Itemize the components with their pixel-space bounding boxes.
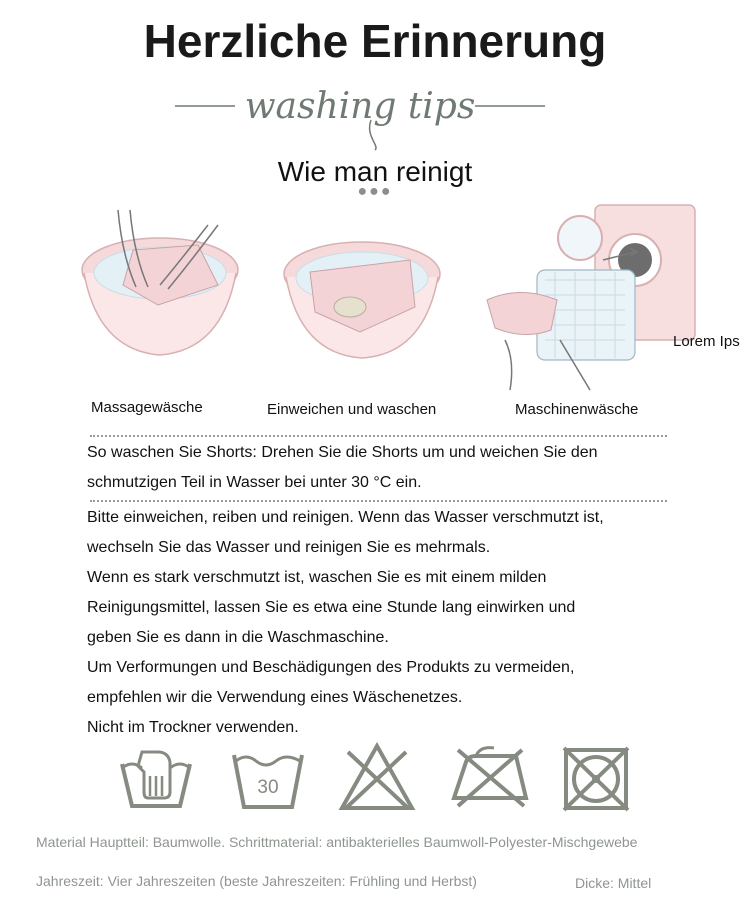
footer-season: Jahreszeit: Vier Jahreszeiten (beste Jahreszeiten: Frühling und Herbst) bbox=[36, 873, 477, 889]
soak-wash-illustration bbox=[280, 232, 445, 362]
body-line: Nicht im Trockner verwenden. bbox=[87, 719, 299, 736]
body-line: Um Verformungen und Beschädigungen des Produkts zu vermeiden, bbox=[87, 659, 575, 676]
wash-temperature-label: 30 bbox=[257, 777, 279, 798]
wash-30-icon bbox=[230, 745, 306, 811]
body-line: wechseln Sie das Wasser und reinigen Sie es mehrmals. bbox=[87, 539, 491, 556]
body-line: Reinigungsmittel, lassen Sie es etwa eine Stunde lang einwirken und bbox=[87, 599, 576, 616]
dotted-divider bbox=[90, 435, 667, 437]
caption-machine-wash: Maschinenwäsche bbox=[515, 401, 639, 418]
hand-wash-icon bbox=[118, 742, 194, 810]
no-bleach-icon bbox=[338, 742, 416, 812]
intro-line-2: schmutzigen Teil in Wasser bei unter 30 °C ein. bbox=[87, 474, 422, 491]
caption-soak-wash: Einweichen und waschen bbox=[267, 401, 437, 418]
side-label: Lorem Ips bbox=[673, 333, 740, 350]
footer-material: Material Hauptteil: Baumwolle. Schrittmaterial: antibakterielles Baumwoll-Polyester-Mischgewebe bbox=[36, 834, 638, 850]
massage-wash-illustration bbox=[78, 205, 243, 360]
section-subtitle: Wie man reinigt bbox=[277, 156, 473, 187]
caption-massage-wash: Massagewäsche bbox=[91, 399, 203, 416]
washing-tips-text: washing tips bbox=[244, 86, 476, 127]
dotted-divider bbox=[90, 500, 667, 502]
body-line: geben Sie es dann in die Waschmaschine. bbox=[87, 629, 389, 646]
body-line: empfehlen wir die Verwendung eines Wäschenetzes. bbox=[87, 689, 463, 706]
body-line: Wenn es stark verschmutzt ist, waschen Sie es mit einem milden bbox=[87, 569, 547, 586]
intro-line-1: So waschen Sie Shorts: Drehen Sie die Shorts um und weichen Sie den bbox=[87, 444, 598, 461]
no-tumble-dry-icon bbox=[560, 744, 632, 812]
no-iron-icon bbox=[450, 742, 530, 810]
washing-tips-script bbox=[175, 86, 545, 152]
machine-wash-illustration bbox=[485, 200, 700, 395]
dots-ornament: ●●● bbox=[357, 183, 393, 200]
page-title: Herzliche Erinnerung bbox=[143, 15, 607, 67]
footer-thickness: Dicke: Mittel bbox=[575, 875, 652, 891]
body-line: Bitte einweichen, reiben und reinigen. Wenn das Wasser verschmutzt ist, bbox=[87, 509, 604, 526]
